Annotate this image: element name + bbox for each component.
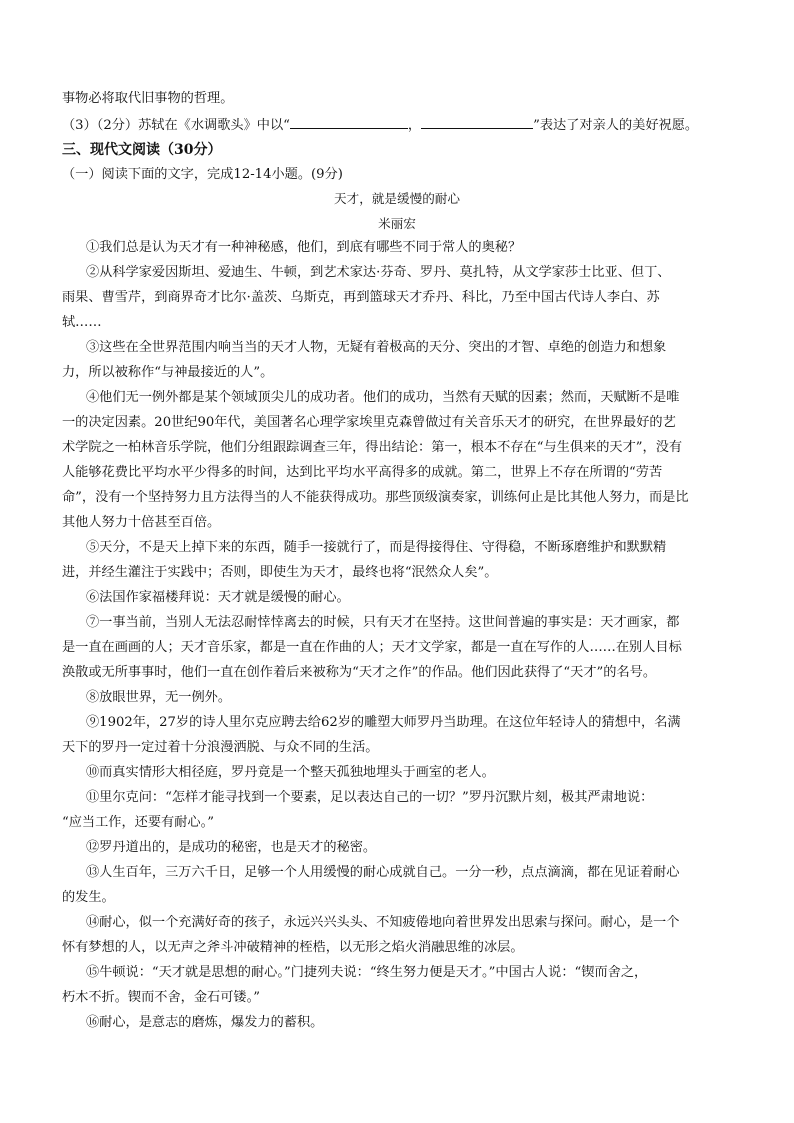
article-line: 命”，没有一个坚持努力且方法得当的人不能获得成功。那些顶级演奏家，训练何止是比其他人努力，而是比 [62, 490, 689, 505]
article-line: ④他们无一例外都是某个领域顶尖儿的成功者。他们的成功，当然有天赋的因素；然而，天赋断不是唯 [86, 390, 680, 405]
article-line: 力，所以被称作“与神最接近的人”。 [62, 365, 274, 380]
article-line: 术学院之一柏林音乐学院，他们分组跟踪调查三年，得出结论：第一，根本不存在“与生俱来的天才”，没有 [62, 440, 683, 455]
article-line: ⑩而真实情形大相径庭，罗丹竟是一个整天孤独地埋头于画室的老人。 [86, 765, 495, 780]
sub-instruction: （一）阅读下面的文字，完成12-14小题。(9分) [62, 167, 343, 182]
article-line: 是一直在画画的人；天才音乐家，都是一直在作曲的人；天才文学家，都是一直在写作的人……在别人目标 [62, 640, 682, 655]
question-3-suffix: ”表达了对亲人的美好祝愿。 [533, 118, 699, 133]
article-line: 其他人努力十倍甚至百倍。 [62, 515, 221, 530]
article-line: ①我们总是认为天才有一种神秘感，他们，到底有哪些不同于常人的奥秘？ [86, 240, 522, 255]
article-line: ⑫罗丹道出的，是成功的秘密，也是天才的秘密。 [86, 840, 377, 855]
question-3-prefix: （3）（2分）苏轼在《水调歌头》中以“ [62, 118, 290, 133]
section-title: 三、现代文阅读（30分） [62, 142, 222, 158]
article-title: 天才，就是缓慢的耐心 [334, 191, 460, 206]
article-line: 进，并经生灌注于实践中；否则，即使生为天才，最终也将“泯然众人矣”。 [62, 565, 498, 580]
article-line: ⑬人生百年，三万六千日，足够一个人用缓慢的耐心成就自己。一分一秒，点点滴滴，都在见证着耐心 [86, 865, 680, 880]
article-line: 雨果、曹雪芹，到商界奇才比尔·盖茨、乌斯克，再到篮球天才乔丹、科比，乃至中国古代诗人李白、苏 [62, 290, 660, 305]
article-line: 涣散或无所事事时，他们一直在创作着后来被称为“天才之作”的作品。他们因此获得了“天才”的名号。 [62, 665, 657, 680]
continuation-text: 事物必将取代旧事物的哲理。 [62, 91, 234, 106]
article-line: ②从科学家爱因斯坦、爱迪生、牛顿，到艺术家达·芬奇、罗丹、莫扎特，从文学家莎士比亚、但丁、 [86, 265, 671, 280]
article-line: ⑦一事当前，当别人无法忍耐悻悻离去的时候，只有天才在坚持。这世间普遍的事实是：天才画家，都 [86, 615, 680, 630]
article-line: ⑨1902年，27岁的诗人里尔克应聘去给62岁的雕塑大师罗丹当助理。在这位年轻诗人的猜想中，名满 [86, 715, 681, 730]
article-line: 的发生。 [62, 890, 115, 905]
article-line: ⑧放眼世界，无一例外。 [86, 690, 232, 705]
question-3 [62, 116, 732, 135]
article-line: ⑭耐心，似一个充满好奇的孩子，永远兴兴头头、不知疲倦地向着世界发出思索与探问。耐心，是一个 [86, 915, 680, 930]
article-line: “应当工作，还要有耐心。” [62, 815, 214, 830]
article-line: ⑯耐心，是意志的磨炼，爆发力的蓄积。 [86, 1015, 324, 1030]
article-line: 天下的罗丹一定过着十分浪漫洒脱、与众不同的生活。 [62, 740, 379, 755]
article-line: ⑥法国作家福楼拜说：天才就是缓慢的耐心。 [86, 590, 350, 605]
question-3-comma: ， [407, 118, 422, 133]
article-line: ⑮牛顿说：“天才就是思想的耐心。”门捷列夫说：“终生努力便是天才。”中国古人说：“锲而舍之， [86, 965, 648, 980]
article-line: 人能够花费比平均水平少得多的时间，达到比平均水平高得多的成就。第二，世界上不存在所谓的“劳苦 [62, 465, 663, 480]
answer-blank-2[interactable] [421, 116, 533, 129]
article-line: 一的决定因素。20世纪90年代，美国著名心理学家埃里克森曾做过有关音乐天才的研究，在世界最好的艺 [62, 415, 676, 430]
article-author: 米丽宏 [378, 216, 416, 231]
article-line: ⑪里尔克问：“怎样才能寻找到一个要素，足以表达自己的一切？”罗丹沉默片刻，极其严肃地说： [86, 790, 654, 805]
article-line: 朽木不折。锲而不舍，金石可镂。” [62, 990, 260, 1005]
article-line: ⑤天分，不是天上掉下来的东西，随手一接就行了，而是得接得住、守得稳，不断琢磨维护和默默精 [86, 540, 667, 555]
article-line: 怀有梦想的人，以无声之斧斗冲破精神的桎梏，以无形之焰火消融思维的冰层。 [62, 940, 524, 955]
article-line: ③这些在全世界范围内响当当的天才人物，无疑有着极高的天分、突出的才智、卓绝的创造力和想象 [86, 340, 667, 355]
article-line: 轼…… [62, 315, 102, 330]
answer-blank-1[interactable] [290, 116, 408, 129]
